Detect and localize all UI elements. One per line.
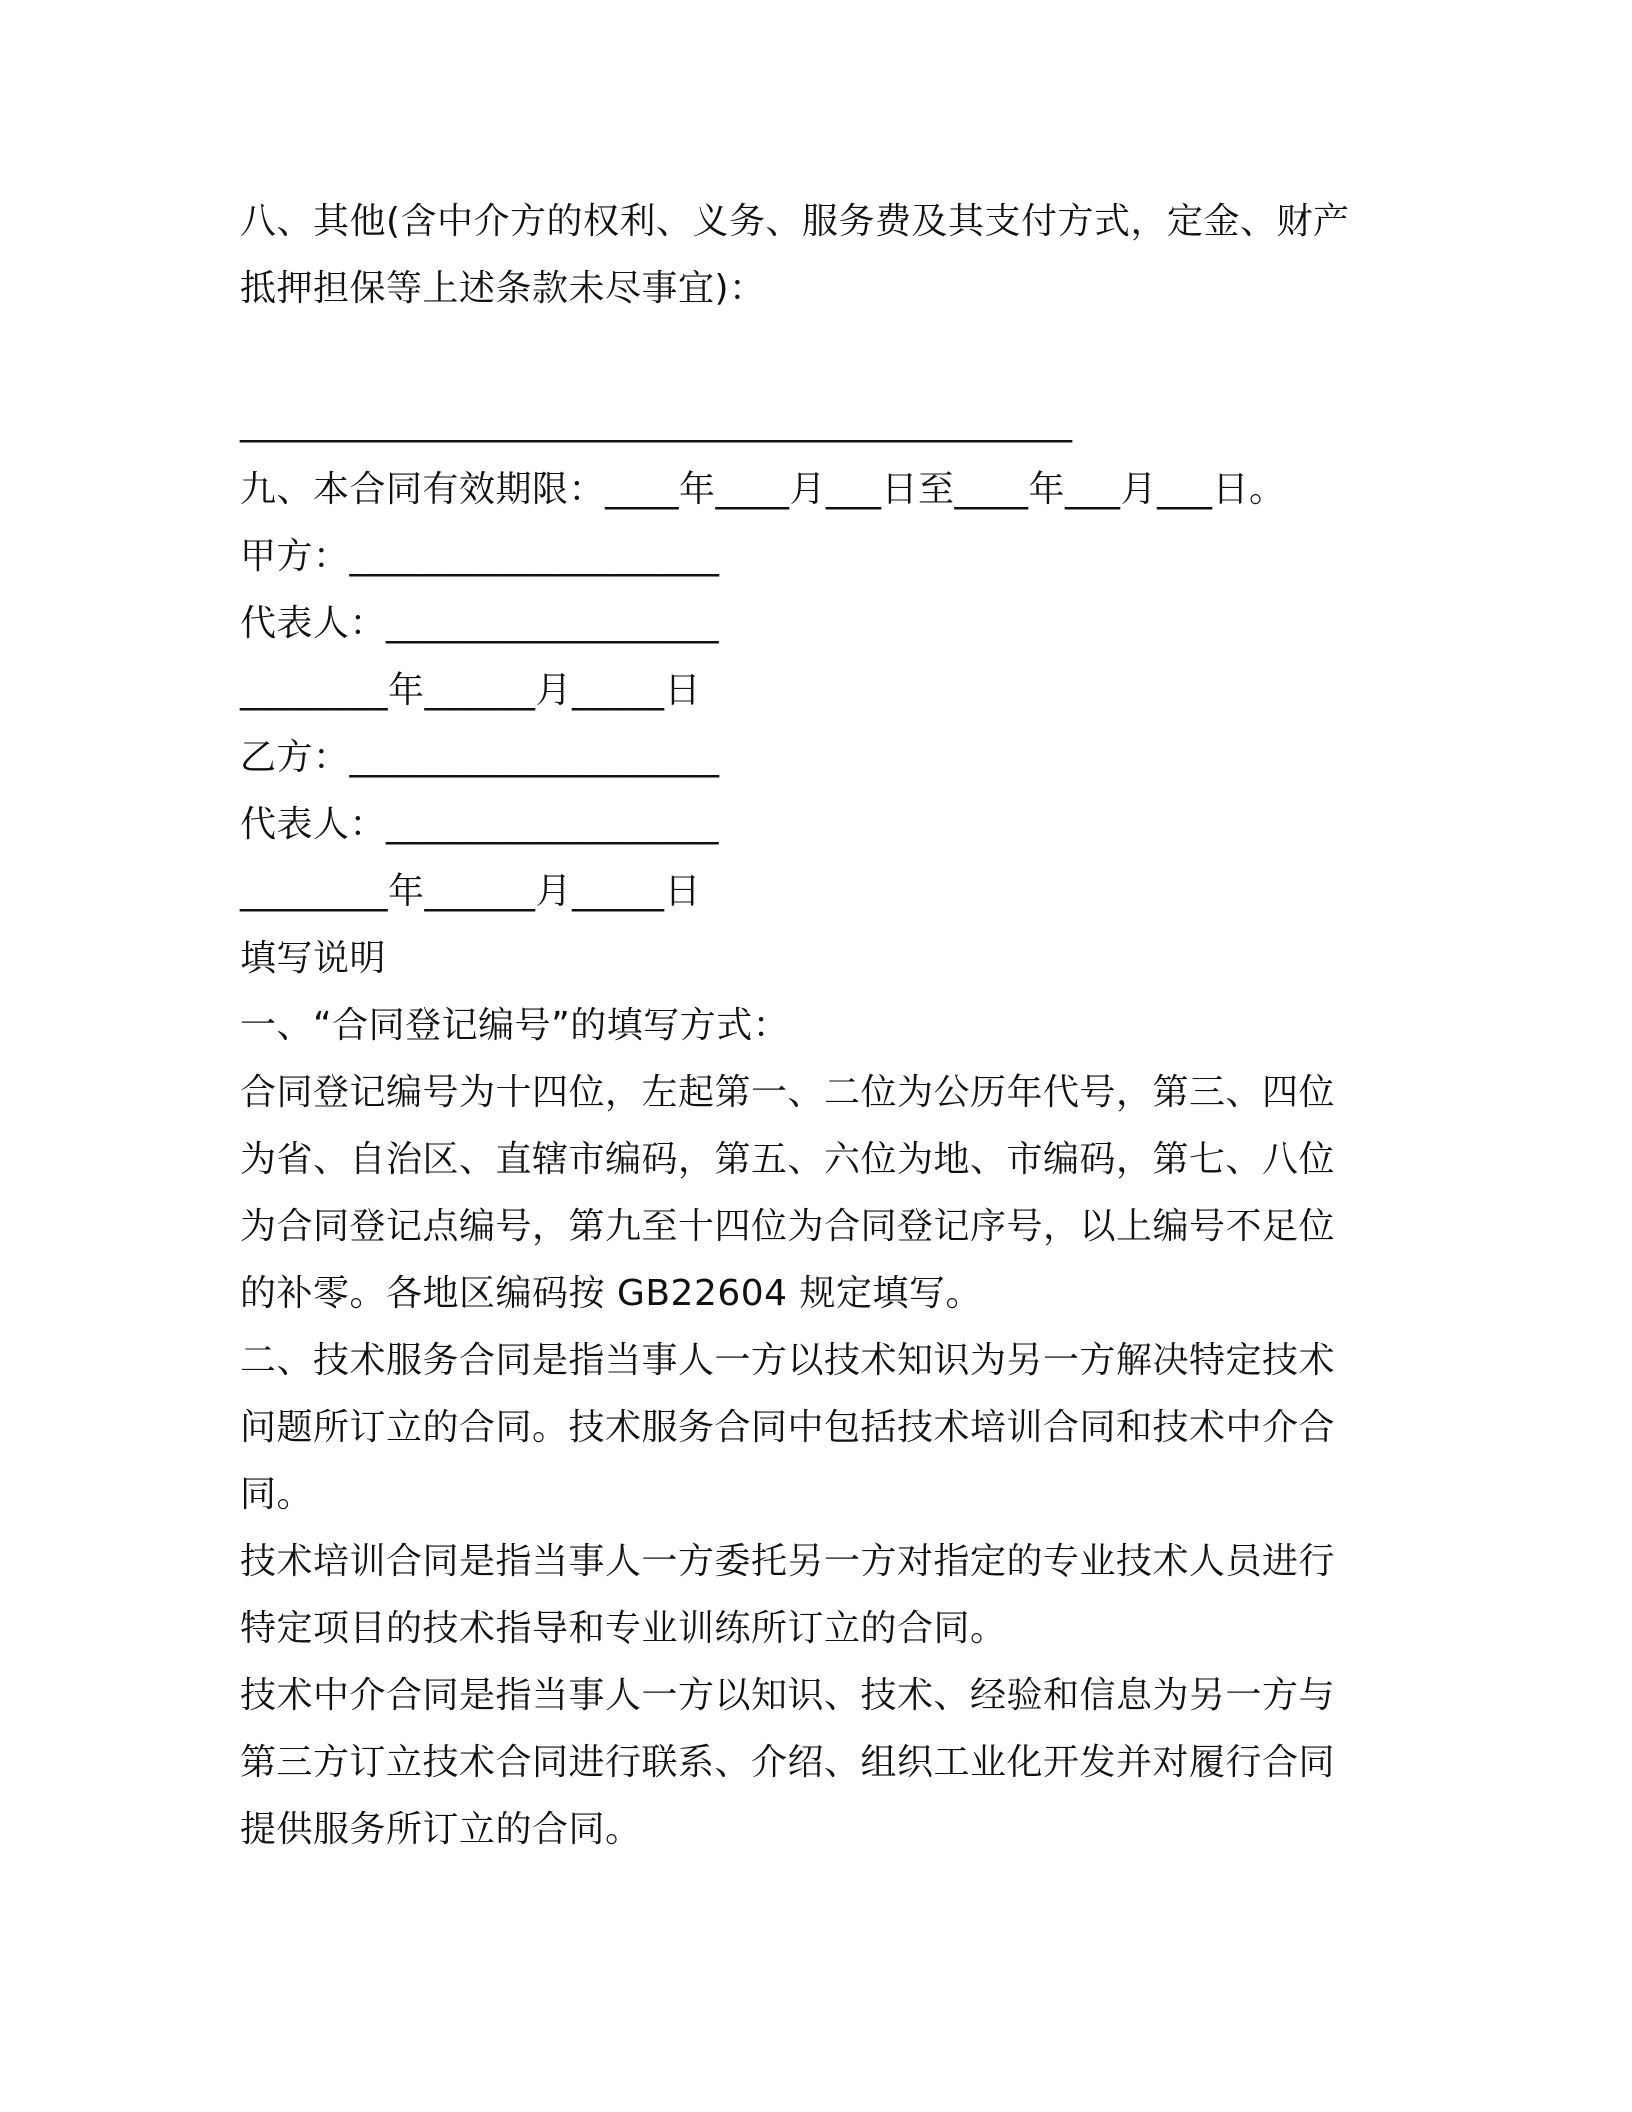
instruction-1-line-4: 的补零。各地区编码按 GB22604 规定填写。	[240, 1273, 983, 1314]
clause-8-fill-blank: _____________________________________________	[240, 402, 1073, 443]
party-b-date-field: ________年______月_____日	[240, 871, 701, 912]
training-contract-line-2: 特定项目的技术指导和专业训练所订立的合同。	[240, 1608, 1007, 1649]
blank-line	[240, 322, 1370, 389]
clause-9-validity-period: 九、本合同有效期限：____年____月___日至____年___月___日。	[240, 469, 1286, 510]
instructions-heading: 填写说明	[240, 938, 387, 979]
instruction-1-heading: 一、“合同登记编号”的填写方式：	[240, 1005, 790, 1046]
party-a-representative-field: 代表人：__________________	[240, 603, 720, 644]
party-b-field: 乙方：____________________	[240, 737, 720, 778]
instruction-1-line-3: 为合同登记点编号，第九至十四位为合同登记序号，以上编号不足位	[240, 1206, 1336, 1247]
instruction-2-line-2: 问题所订立的合同。技术服务合同中包括技术培训合同和技术中介合	[240, 1407, 1336, 1448]
training-contract-line-1: 技术培训合同是指当事人一方委托另一方对指定的专业技术人员进行	[240, 1541, 1336, 1582]
intermediary-contract-line-3: 提供服务所订立的合同。	[240, 1809, 642, 1850]
party-a-date-field: ________年______月_____日	[240, 670, 701, 711]
instruction-2-line-3: 同。	[240, 1474, 314, 1515]
party-a-field: 甲方：____________________	[240, 536, 720, 577]
intermediary-contract-line-1: 技术中介合同是指当事人一方以知识、技术、经验和信息为另一方与	[240, 1675, 1336, 1716]
instruction-2-line-1: 二、技术服务合同是指当事人一方以技术知识为另一方解决特定技术	[240, 1340, 1336, 1381]
clause-8-line-1: 八、其他(含中介方的权利、义务、服务费及其支付方式，定金、财产	[240, 201, 1350, 242]
party-b-representative-field: 代表人：__________________	[240, 804, 720, 845]
intermediary-contract-line-2: 第三方订立技术合同进行联系、介绍、组织工业化开发并对履行合同	[240, 1742, 1336, 1783]
clause-8-line-2: 抵押担保等上述条款未尽事宜)：	[240, 268, 766, 309]
instruction-1-line-1: 合同登记编号为十四位，左起第一、二位为公历年代号，第三、四位	[240, 1072, 1336, 1113]
document-body	[240, 188, 1370, 1863]
instruction-1-line-2: 为省、自治区、直辖市编码，第五、六位为地、市编码，第七、八位	[240, 1139, 1336, 1180]
